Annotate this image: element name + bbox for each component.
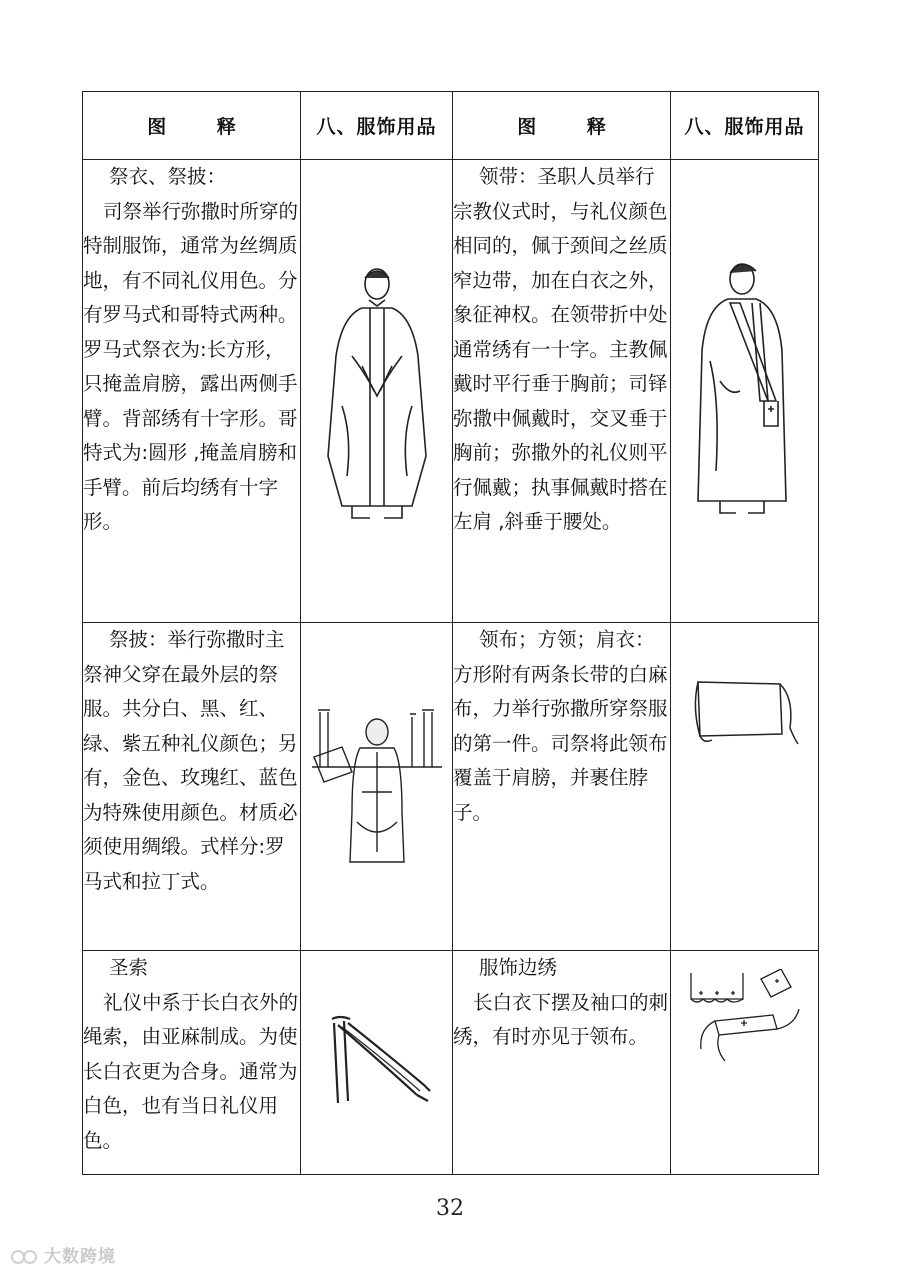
header-category-2: 八、服饰用品 xyxy=(671,92,819,160)
amice-cloth-icon xyxy=(690,678,800,748)
term: 服饰边绣 xyxy=(479,956,558,979)
term: 祭披：举行弥撒时主祭神父穿在最外层的祭服。共分白、黑、红、绿、紫五种礼仪颜色；另有，金色、玫瑰红、蓝色为特殊使用颜色。材质必须使用绸缎。式样分:罗马式和拉丁式。 xyxy=(83,628,298,893)
watermark-text: 大数跨境 xyxy=(44,1247,116,1267)
description: 长白衣下摆及袖口的刺绣，有时亦见于领布。 xyxy=(453,990,669,1048)
priest-chasuble-icon xyxy=(322,256,432,526)
description: 司祭举行弥撒时所穿的特制服饰，通常为丝绸质地，有不同礼仪用色。分有罗马式和哥特式两种。罗马式祭衣为:长方形，只掩盖肩膀，露出两侧手臂。背部绣有十字形。哥特式为:圆形 ,掩盖肩膀和手臂。前后均绣有十字形。 xyxy=(83,199,299,533)
stole-illustration xyxy=(671,160,819,623)
embroidery-illustration xyxy=(671,951,819,1175)
stole-text xyxy=(453,160,671,623)
watermark-logo-icon xyxy=(10,1248,40,1266)
vestment-text xyxy=(83,623,301,951)
page-number: 32 xyxy=(436,1196,464,1221)
altar-priest-icon xyxy=(312,702,442,872)
term: 领布；方领；肩衣：方形附有两条长带的白麻布，力举行弥撒所穿祭服的第一件。司祭将此领布覆盖于肩膀，并裹住脖子。 xyxy=(453,628,668,824)
embroidery-trim-icon xyxy=(685,969,805,1069)
chasuble-text xyxy=(83,160,301,623)
cincture-illustration xyxy=(301,951,453,1175)
description: 礼仪中系于长白衣外的绳索，由亚麻制成。为使长白衣更为合身。通常为白色，也有当日礼仪用色。 xyxy=(83,990,299,1152)
table-row xyxy=(83,160,819,623)
vestment-illustration xyxy=(301,623,453,951)
header-illustration-1: 图 释 xyxy=(83,92,301,160)
table-row xyxy=(83,951,819,1175)
vestments-table xyxy=(82,91,819,1175)
priest-stole-icon xyxy=(690,251,800,531)
term: 圣索 xyxy=(109,956,149,979)
table-row xyxy=(83,623,819,951)
amice-illustration xyxy=(671,623,819,951)
header-category-1: 八、服饰用品 xyxy=(301,92,453,160)
cincture-rope-icon xyxy=(322,1013,432,1113)
watermark xyxy=(10,1242,116,1267)
amice-text xyxy=(453,623,671,951)
term: 领带：圣职人员举行宗教仪式时，与礼仪颜色相同的，佩于颈间之丝质窄边带，加在白衣之外，象征神权。在领带折中处通常绣有一十字。主教佩戴时平行垂于胸前；司铎弥撒中佩戴时，交叉垂于胸前；弥撒外的礼仪则平行佩戴；执事佩戴时搭在左肩 ,斜垂于腰处。 xyxy=(453,165,668,533)
embroidery-text xyxy=(453,951,671,1175)
header-row xyxy=(83,92,819,160)
chasuble-illustration xyxy=(301,160,453,623)
cincture-text xyxy=(83,951,301,1175)
term: 祭衣、祭披： xyxy=(109,165,227,188)
header-illustration-2: 图 释 xyxy=(453,92,671,160)
